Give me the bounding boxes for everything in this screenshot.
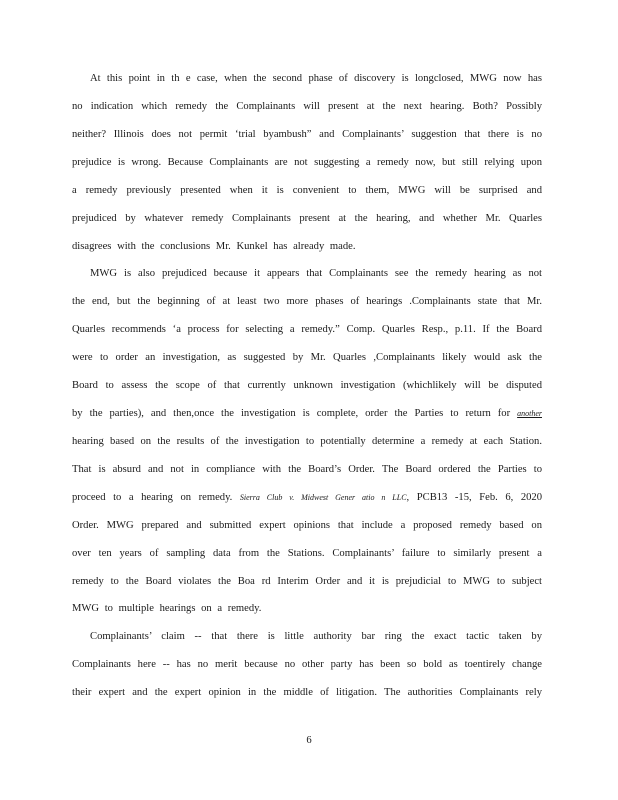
text-line: no indication which remedy the Complainants will present at the next hearing. Both? Possibly xyxy=(72,101,542,112)
text-line: remedy to the Board violates the Boa rd Interim Order and it is prejudicial to MWG to subject xyxy=(72,576,542,587)
text-line: neither? Illinois does not permit ‘trial byambush” and Complainants’ suggestion that there is no xyxy=(72,129,542,140)
text-line: their expert and the expert opinion in the middle of litigation. The authorities Complainants rely xyxy=(72,687,542,698)
text-line: Quarles recommends ‘a process for selecting a remedy.” Comp. Quarles Resp., p.11. If the Board xyxy=(72,324,542,335)
text-line xyxy=(72,406,542,422)
text-line: Complainants here -- has no merit because no other party has been so bold as toentirely change xyxy=(72,659,542,670)
text-line: were to order an investigation, as suggested by Mr. Quarles ,Complainants likely would ask the xyxy=(72,352,542,363)
underlined-word: another xyxy=(517,409,542,418)
text-line: over ten years of sampling data from the Stations. Complainants’ failure to similarly present a xyxy=(72,548,542,559)
text-line xyxy=(72,490,542,506)
text-line: MWG is also prejudiced because it appears that Complainants see the remedy hearing as not xyxy=(90,268,542,279)
text-line: disagrees with the conclusions Mr. Kunkel has already made. xyxy=(72,241,356,252)
text-run: proceed to a hearing on remedy. xyxy=(72,492,233,503)
text-line: Order. MWG prepared and submitted expert opinions that include a proposed remedy based on xyxy=(72,520,542,531)
text-run: , PCB13 -15, Feb. 6, 2020 xyxy=(406,492,542,503)
text-line: MWG to multiple hearings on a remedy. xyxy=(72,603,262,614)
text-line: Complainants’ claim -- that there is little authority bar ring the exact tactic taken by xyxy=(90,631,542,642)
text-line: prejudice is wrong. Because Complainants are not suggesting a remedy now, but still relying upon xyxy=(72,157,542,168)
text-line: At this point in th e case, when the second phase of discovery is longclosed, MWG now has xyxy=(90,73,542,84)
text-line: That is absurd and not in compliance with the Board’s Order. The Board ordered the Parties to xyxy=(72,464,542,475)
text-line: Board to assess the scope of that currently unknown investigation (whichlikely will be disputed xyxy=(72,380,542,391)
case-citation: Sierra Club v. Midwest Gener atio n LLC xyxy=(239,493,407,502)
page-number: 6 xyxy=(306,735,312,746)
text-line: hearing based on the results of the investigation to potentially determine a remedy at each Station. xyxy=(72,436,542,447)
text-line: the end, but the beginning of at least two more phases of hearings .Complainants state that Mr. xyxy=(72,296,542,307)
text-line: a remedy previously presented when it is convenient to them, MWG will be surprised and xyxy=(72,185,542,196)
text-line: prejudiced by whatever remedy Complainants present at the hearing, and whether Mr. Quarles xyxy=(72,213,542,224)
text-run: by the parties), and then,once the investigation is complete, order the Parties to return for xyxy=(72,408,511,419)
